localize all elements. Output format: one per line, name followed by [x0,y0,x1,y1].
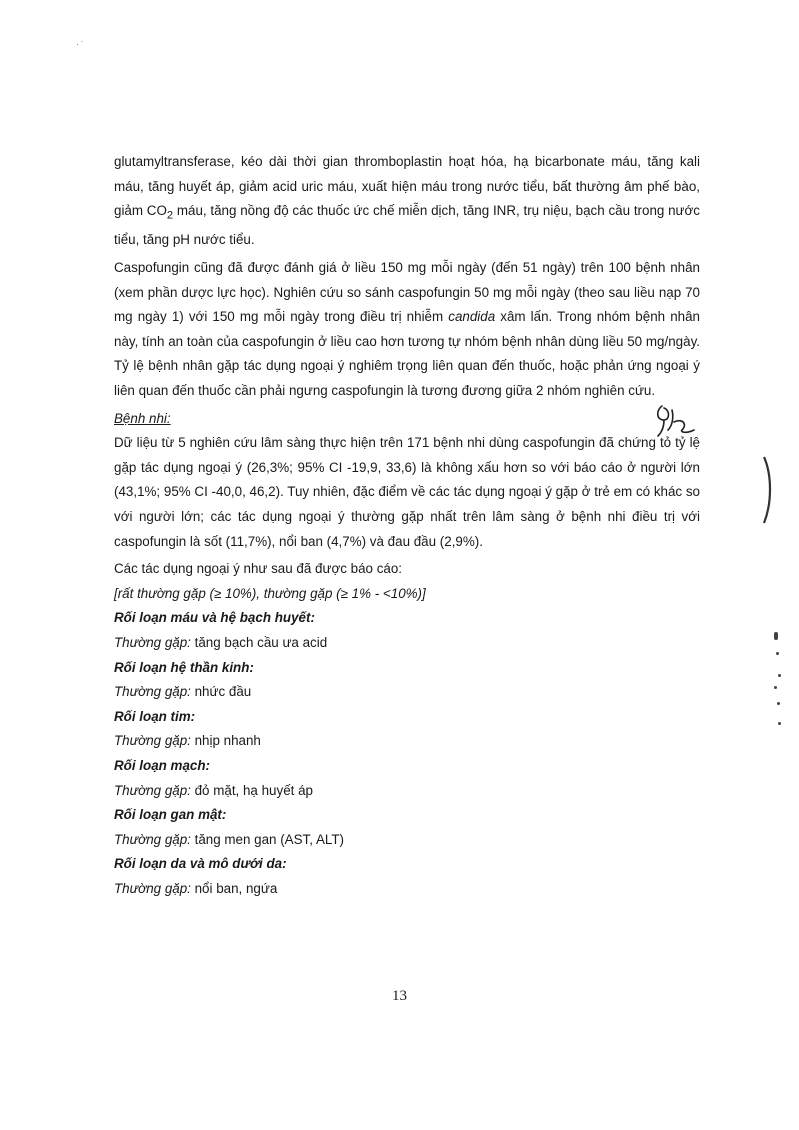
category-title: Rối loạn tim: [114,708,196,724]
effect-text: đỏ mặt, hạ huyết áp [190,782,313,798]
category-item [114,631,700,656]
adverse-effects-list [114,606,700,901]
category-title: Rối loạn da và mô dưới da: [114,856,287,872]
document-body [114,150,700,901]
paragraph-text: Caspofungin cũng đã được đánh giá ở liều 150 mg mỗi ngày (đến 51 ngày) trên 100 bệnh nhân (xem phần dược lực học). Nghiên cứu so sánh caspofungin 50 mg mỗi ngày (theo sau liều nạp 70 mg ngày 1) với 150 mg mỗi ngày trong điều trị nhiễm [114,260,700,325]
paragraph-pediatric: Dữ liệu từ 5 nghiên cứu lâm sàng thực hiện trên 171 bệnh nhi dùng caspofungin đã chứng tỏ tỷ lệ gặp tác dụng ngoại ý (26,3%; 95% CI -19,9, 33,6) là không xấu hơn so với báo cáo ở người lớn (43,1%; 95% CI -40,0, 46,2). Tuy nhiên, đặc điểm về các tác dụng ngoại ý gặp ở trẻ em có khác so với người lớn; các tác dụng ngoại ý thường gặp nhất trên lâm sàng ở bệnh nhi điều trị với caspofungin là sốt (11,7%), nổi ban (4,7%) và đau đầu (2,9%). [114,435,700,549]
scan-edge-mark [758,455,778,525]
paragraph-text: xâm lấn. Trong nhóm bệnh nhân này, tính an toàn của caspofungin ở liều cao hơn tương tự nhóm bệnh nhân dùng liều 50 mg/ngày. Tỷ lệ bệnh nhân gặp tác dụng ngoại ý nghiêm trọng liên quan đến thuốc, hoặc phản ứng ngoại ý liên quan đến thuốc cần phải ngưng caspofungin là tương đương giữa 2 nhóm nghiên cứu. [114,309,700,399]
category-item [114,680,700,705]
paragraph-lab-abnormalities [114,150,700,253]
scan-dots [768,630,788,740]
effect-text: nhức đầu [190,684,252,700]
frequency-label: Thường gặp: [114,634,191,650]
effect-text: nhịp nhanh [190,733,261,749]
category-item [114,877,700,902]
frequency-label: Thường gặp: [114,831,191,847]
paragraph-reported-effects: Các tác dụng ngoại ý như sau đã được báo cáo: [114,561,403,577]
scan-specks: · ˙ [76,40,84,49]
handwritten-signature [652,400,698,440]
paragraph-high-dose [114,256,700,404]
category-item [114,828,700,853]
frequency-label: Thường gặp: [114,733,191,749]
section-heading-pediatric: Bệnh nhi: [114,410,171,426]
category-title: Rối loạn mạch: [114,757,210,773]
category-item [114,779,700,804]
effect-text: tăng men gan (AST, ALT) [190,831,344,847]
frequency-label: Thường gặp: [114,880,191,896]
frequency-label: Thường gặp: [114,782,191,798]
frequency-label: Thường gặp: [114,684,191,700]
page-number: 13 [392,988,407,1004]
effect-text: tăng bạch cầu ưa acid [190,634,328,650]
frequency-legend: [rất thường gặp (≥ 10%), thường gặp (≥ 1% - <10%)] [114,585,426,601]
subscript: 2 [166,209,174,222]
category-item [114,729,700,754]
category-title: Rối loạn hệ thần kinh: [114,659,254,675]
italic-term: candida [448,309,496,325]
paragraph-text: máu, tăng nồng độ các thuốc ức chế miễn dịch, tăng INR, trụ niệu, bạch cầu trong nước tiểu, tăng pH nước tiểu. [114,203,700,248]
category-title: Rối loạn máu và hệ bạch huyết: [114,610,315,626]
category-title: Rối loạn gan mật: [114,807,227,823]
paragraph-text: glutamyltransferase, kéo dài thời gian thromboplastin hoạt hóa, hạ bicarbonate máu, tăng kali máu, tăng huyết áp, giảm acid uric máu, xuất hiện máu trong nước tiểu, bất thường âm phế bào, giảm CO [114,154,700,219]
effect-text: nổi ban, ngứa [190,880,278,896]
